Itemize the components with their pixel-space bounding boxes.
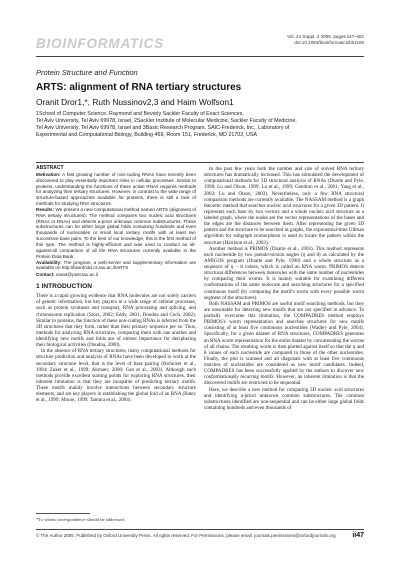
affiliation-line: Tel Aviv University, Tel Aviv 69978, Israel and 3Basic Research Program, SAIC-Frederick, Inc., Laboratory of (36, 124, 290, 131)
abstract-availability (36, 260, 196, 272)
correspondence-footnote: *To whom correspondence should be addressed. (36, 517, 125, 522)
body-paragraph: In the past few years both the number and size of solved RNA tertiary structures has dramatically increased. This has stimulated the development of computational methods for 3D structural analysis of RNAs (Duarte and Pyle, 1998; Lu and Olson, 1999; Lu et al., 1999; Gendron et al., 2001; Yang et al., 2003; Lu and Olson, 2003). Nevertheless, only a few RNA structural comparison methods are currently available. The NASSAM method is a graph theoretic method that searches nucleic acid structures for a given 3D pattern. It represents each base by two vectors and a whole nucleic acid structure as a labeled graph, where the nodes are the vector representations of the bases and the edges are the distances between them. After representing the given 3D pattern and the structure to be searched as graphs, the exponential-time Ullman algorithm for subgraph isomorphism is used to locate the pattern within the structure (Harrison et al., 2003). (204, 166, 364, 246)
abstract-results (36, 207, 196, 260)
contact-email[interactable]: oranit@post.tau.ac.il (55, 272, 98, 278)
abstract (36, 166, 196, 278)
contact-label: Contact: (36, 272, 55, 278)
availability-text: The program, a web-server and supplementary information are available on http://bioinfo3d.cs.tau.ac.il/ARTS (36, 259, 196, 271)
affiliations (36, 111, 364, 139)
abstract-heading: ABSTRACT (36, 165, 64, 171)
results-label: Results: (36, 206, 55, 212)
affiliation-line: Tel Aviv University, Tel Aviv 69978, Israel, 2Sackler Institute of Molecular Medicine, Sackler Faculty of Medicine, (36, 117, 297, 124)
citation-block (287, 34, 364, 46)
footnote-rule (36, 513, 90, 514)
journal-logo: BIOINFORMATICS (36, 36, 164, 51)
intro-paragraph: In the absence of RNA tertiary structures, many computational methods for structure prediction and analysis of RNAs have been developed to work at the secondary structure level, that is the level of base pairing (Hofacker et al., 1994; Zuker et al., 1999; Akmaev, 2000; Gan et al., 2003). Although such methods provide excellent starting points for exploring RNA structures, their inherent limitation is that they are incapable of predicting tertiary motifs. These motifs mainly involve interactions between secondary structure elements, and are key players in establishing the global fold of an RNA (Batey et al., 1999; Moore, 1999; Tamura et al., 2004). (36, 348, 196, 404)
left-column (36, 166, 196, 403)
body-paragraph: Both NASSAM and PRIMOS are useful motif searching methods, but they are unsuitable for detecting new motifs that are not specified in advance. To partially overcome this limitation, the COMPADRES method employs PRIMOS's worm representation and searches structures for new motifs consisting of at least five continuous nucleotides (Wadley and Pyle, 2004). Specifically, for a given dataset of RNA structures, COMPADRES generates an RNA worm representation for the entire dataset by concatenating the worms of all chains. The resulting worm is then plotted against itself so that the η and θ values of each nucleotide are compared to those of the other nucleotides. Finally, the plot is scanned and all diagonals with at least five continuous matches of nucleotides are considered as new motif candidates. Indeed, COMPADRES has been successfully applied by the authors to discover new conformationally recurring motifs. However, an inherent limitation is that the discovered motifs are restricted to be sequential. (204, 300, 364, 387)
motivation-label: Motivation: (36, 171, 61, 177)
page-number: ii47 (352, 532, 364, 539)
abstract-motivation (36, 172, 196, 207)
copyright-notice: © The Author 2005. Published by Oxford University Press. All rights reserved. For Permissions, please email: journals.permissions@oxfordjournals.org (36, 533, 336, 538)
availability-label: Availability: (36, 259, 62, 265)
footer-rule (36, 529, 364, 530)
citation-doi: doi:10.1093/bioinformatics/bti1108 (294, 40, 364, 45)
body-paragraph: Another method is PRIMOS (Duarte et al., 2003). This method represents each nucleotide by two pseudo-torsion angles (η and θ) as calculated by the AMIGOS program (Duarte and Pyle, 1998) and a whole structure as a sequence of η − θ values, which is called an RNA worm. PRIMOS detects structural differences between molecules with the same number of nucleotides by comparing their worms. It is mainly suitable for examining different conformations of the same molecule and searching structures for a specified continuous motif (by comparing the motif's worm with every possible worm segment of the structures). (204, 245, 364, 301)
section-heading: Protein Structure and Function (36, 68, 138, 77)
paper-title: ARTS: alignment of RNA tertiary structures (36, 82, 242, 93)
abstract-contact (36, 272, 196, 278)
intro-paragraph: There is a rapid growing evidence that RNA molecules are not solely carriers of genetic information, but key players in a wide range of cellular processes, such as protein synthesis and transport, RNA processing and splicing, and chromosome replication (Storz, 2002; Eddy, 2001; Doudna and Cech, 2002). Similar to proteins, the function of these non-coding RNAs is inferred from the 3D structures that they form, rather than their primary sequence per se. Thus, methods for analyzing RNA structures, comparing them with one another and identifying new motifs and folds are of utmost importance for deciphering their biological activities (Doudna, 2000). (36, 293, 196, 349)
body-rule (36, 162, 364, 163)
author-list: Oranit Dror1,*, Ruth Nussinov2,3 and Haim Wolfson1 (36, 97, 234, 107)
introduction-heading: 1 INTRODUCTION (36, 283, 93, 291)
body-paragraph: Here, we describe a new method for comparing 3D nucleic acid structures and identifying a-priori unknown common substructures. The common substructures identified are non-sequential and can be either large global folds containing hundreds and even thousands of (204, 386, 364, 411)
affiliation-line: Experimental and Computational Biology, Building 469, Room 151, Frederick, MD 21702, USA (36, 131, 258, 138)
results-text: We present a new computational method named ARTS (alignment of RNA tertiary structures). The method compares two nucleic acid structures (RNAs or DNAs) and detects a-priori unknown common substructures. These substructures can be either large global folds containing hundreds and even thousands of nucleotides or small local tertiary motifs with at least two successive base pairs. To the best of our knowledge, this is the first method of this type. The method is highly-efficient and was used to conduct an all-against-all comparison of all the RNA structures currently available in the Protein Data Bank. (36, 206, 196, 259)
affiliation-line: 1School of Computer Science, Raymond and Beverly Sackler Faculty of Exact Sciences, (36, 111, 244, 117)
citation-volume: Vol. 21 Suppl. 2 2005, pages ii47–ii52 (287, 34, 364, 39)
header-rule (36, 56, 364, 57)
right-column (204, 166, 364, 411)
motivation-text: A fast growing number of non-coding RNAs have recently been discovered to play essentially important roles in cellular processes. Similar to proteins, understanding the functions of these active RNAs requires methods for analyzing their tertiary structures. However, in contrast to the wide range of structure-based approaches available for proteins, there is still a lack of methods for studying RNA structures. (36, 171, 196, 207)
